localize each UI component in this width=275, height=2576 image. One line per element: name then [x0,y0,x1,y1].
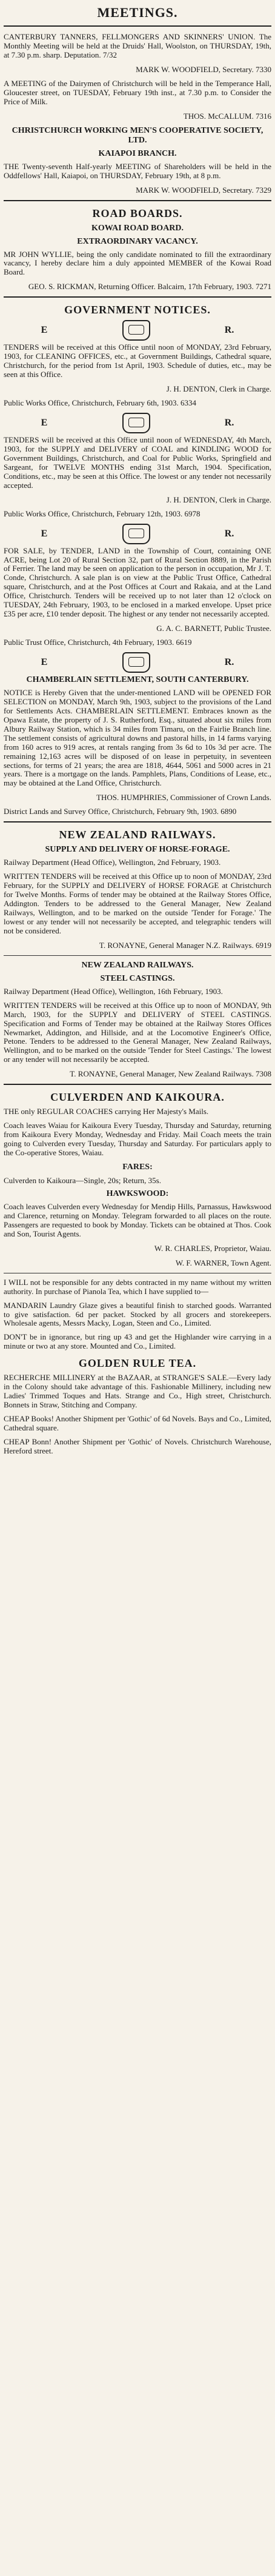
steel-office: Railway Department (Head Office), Wellington, 16th February, 1903. [4,986,223,996]
cooperative-title: CHRISTCHURCH WORKING MEN'S COOPERATIVE SOCIETY, LTD. [12,125,263,145]
tender-coal: TENDERS will be received at this Office until noon of WEDNESDAY, 4th March, 1903, for the SUPPLY and DELIVERY of COAL and KINDLING WOOD for Government Buildings, Christchurch, and Coal for Public Works, Springfield and Sargeant, for TWELVE MONTHS ending 31st March, 1904. Specification, Conditions, etc., may be seen at this Office. The lowest or any tender not necessarily accepted. [4,435,271,490]
tender-coal-signoff: J. H. DENTON, Clerk in Charge. [166,495,271,504]
er-header [4,524,271,544]
hawkswood-notice: Coach leaves Culverden every Wednesday for Mendip Hills, Parnassus, Hawkswood and Clarence, returning on Monday. Telegram forwarded to all places on the route. Passengers are requested to book by Monday. Tickets can be obtained at Thos. Cook and Son, Tourist Agents. [4,1201,271,1238]
railways-heading: NEW ZEALAND RAILWAYS. [59,829,216,841]
steel-heading: NEW ZEALAND RAILWAYS. [81,960,194,970]
extraordinary-title: EXTRAORDINARY VACANCY. [77,236,198,246]
kowai-signoff: GEO. S. RICKMAN, Returning Officer. Balcairn, 17th February, 1903. 7271 [28,282,271,292]
forage-signoff: T. RONAYNE, General Manager N.Z. Railways. 6919 [99,940,271,950]
ad-debts: I WILL not be responsible for any debts contracted in my name without my written authority. In purchase of Pianola Tea, which I have supplied to— [4,1277,271,1296]
divider [4,200,271,201]
sale-by-tender: FOR SALE, by TENDER, LAND in the Township of Court, containing ONE ACRE, being Lot 20 of Rural Section 32, part of Rural Section 8889, in the Parish of Ferrier. The land may be seen on application to the person in occupation, Mr J. T. Conde, Christchurch. A sale plan is on view at the Public Trust Office, Cathedral square, Christchurch, and at the Post Offices at Court and Rakaia, and at the Land Office, Christchurch. Tenders will be received up to not later than 12 o'clock on TUESDAY, 24th February, 1903, to be enclosed in a marked envelope. Upset price £35 per acre, £10 tender deposit. The highest or any tender not necessarily accepted. [4,546,271,619]
divider [4,955,271,956]
ad-laundry: MANDARIN Laundry Glaze gives a beautiful finish to starched goods. Warranted to give satisfaction. 6d per packet. Stocked by all grocers and storekeepers. Wholesale agents, Messrs Macky, Logan, Steen and Co., Limited. [4,1300,271,1328]
royal-crest-icon [122,524,150,544]
kowai-notice: MR JOHN WYLLIE, being the only candidate nominated to fill the extraordinary vacancy, I hereby declare him a duly appointed MEMBER of the Kowai Road Board. [4,249,271,277]
cooperative-branch: KAIAPOI BRANCH. [98,148,177,158]
coaches-intro: THE only REGULAR COACHES carrying Her Majesty's Mails. [4,1107,209,1116]
tender-cleaning: TENDERS will be received at this Office until noon of MONDAY, 23rd February, 1903, for CLEANING OFFICES, etc., at Government Buildings, Cathedral square, Christchurch, for the period from 1st April, 1903. Schedule of duties, etc., may be seen at this Office. [4,342,271,379]
steel-title: STEEL CASTINGS. [100,973,175,983]
divider [4,25,271,27]
kowai-title: KOWAI ROAD BOARD. [91,223,184,233]
warner-signoff: W. F. WARNER, Town Agent. [175,1258,271,1267]
coaches-title: CULVERDEN AND KAIKOURA. [50,1091,225,1104]
er-header [4,413,271,433]
fare-line: Culverden to Kaikoura—Single, 20s; Return, 35s. [4,1175,161,1185]
sale-signoff: G. A. C. BARNETT, Public Trustee. [156,624,271,633]
forage-notice: WRITTEN TENDERS will be received at this Office up to noon of MONDAY, 23rd February, for the SUPPLY and DELIVERY of HORSE FORAGE at Christchurch for Twelve Months. Forms of tender may be obtained at the Railway Stores Office, Addington. Tenders to be addressed to the General Manager, New Zealand Railways, Wellington, and to be marked on the outside 'Tender for Forage.' The lowest or any tender will not necessarily be accepted, and telegraphic tenders will not be considered. [4,872,271,935]
royal-crest-icon [122,413,150,433]
government-heading: GOVERNMENT NOTICES. [64,304,211,316]
cooperative-notice: THE Twenty-seventh Half-yearly MEETING of Shareholders will be held in the Oddfellows' Hall, Kaiapoi, on THURSDAY, February 19th, at 8 p.m. [4,161,271,180]
er-left: E [41,325,48,336]
fares-title: FARES: [122,1162,153,1172]
chamberlain-notice: NOTICE is Hereby Given that the under-mentioned LAND will be OPENED FOR SELECTION on MONDAY, March 9th, 1903, subject to the provisions of the Land for Settlements Acts. CHAMBERLAIN SETTLEMENT. Embraces known as the Opawa Estate, the property of J. S. Rutherford, Esq., situated about six miles from Albury Railway Station, which is 34 miles from Timaru, on the Fairlie Branch line. The settlement consists of agricultural downs and pastoral hills, in 14 farms varying from 160 acres to 919 acres, at rentals ranging from 3s 6d to 10s 3d per acre. The remaining 12,163 acres will be disposed of on lease in perpetuity, in seventeen sections, for terms of 21 years; the area are 1818, 4644, 5061 and 5000 acres in 21 years. There is a mortgage on the lands. Pamphlets, Plans, Conditions of Lease, etc., may be obtained at the Land Office, Christchurch. [4,688,271,788]
royal-crest-icon [122,320,150,341]
cooperative-signoff: MARK W. WOODFIELD, Secretary. 7329 [136,185,271,195]
tender-coal-place: Public Works Office, Christchurch, February 12th, 1903. 6978 [4,509,200,518]
forage-office: Railway Department (Head Office), Wellington, 2nd February, 1903. [4,858,221,867]
ad-dont: DON'T be in ignorance, but ring up 43 and get the Highlander wire carrying in a minute or two at any store. Mounted and Co., Limited. [4,1332,271,1351]
dairymen-signoff: THOS. McCALLUM. 7316 [183,111,271,121]
er-left: E [41,418,48,428]
er-right: R. [224,528,234,539]
er-left: E [41,528,48,539]
tender-cleaning-signoff: J. H. DENTON, Clerk in Charge. [166,384,271,394]
tender-cleaning-place: Public Works Office, Christchurch, February 6th, 1903. 6334 [4,398,197,408]
meetings-heading: MEETINGS. [97,5,178,20]
er-right: R. [224,657,234,667]
ad-cheap-books: CHEAP Books! Another Shipment per 'Gothic' of 6d Novels. Bays and Co., Limited, Cathedral square. [4,1414,271,1432]
chamberlain-place: District Lands and Survey Office, Christchurch, February 9th, 1903. 6890 [4,807,237,816]
chamberlain-title: CHAMBERLAIN SETTLEMENT, SOUTH CANTERBURY. [26,675,249,684]
steel-notice: WRITTEN TENDERS will be received at this Office up to noon of MONDAY, 9th March, 1903, for the SUPPLY and DELIVERY of STEEL CASTINGS. Specification and Forms of Tender may be obtained at the Railway Stores Offices Newmarket, Addington, and Hillside, and at the Locomotive Engineer's Office, Petone. Tenders to be addressed to the General Manager, New Zealand Railways, Wellington, and to be marked on the outside 'Tender for Steel Castings.' The lowest or any tender will not necessarily be accepted. [4,1000,271,1064]
ad-cheap-bonn: CHEAP Bonn! Another Shipment per 'Gothic' of Novels. Christchurch Warehouse, Hereford street. [4,1436,271,1455]
forage-title: SUPPLY AND DELIVERY OF HORSE-FORAGE. [45,845,230,855]
tanners-notice: CANTERBURY TANNERS, FELLMONGERS AND SKINNERS' UNION. The Monthly Meeting will be held at the Druids' Hall, Woolston, on THURSDAY, 19th, at 7.30 p.m. sharp. Deputation. 7/32 [4,32,271,59]
dairymen-notice: A MEETING of the Dairymen of Christchurch will be held in the Temperance Hall, Gloucester street, on TUESDAY, February 19th inst., at 7.30 p.m. to Consider the Price of Milk. [4,78,271,106]
royal-crest-icon [122,652,150,673]
er-right: R. [224,325,234,336]
er-left: E [41,657,48,667]
er-header [4,320,271,341]
ad-millinery: RECHERCHE MILLINERY at the BAZAAR, at STRANGE'S SALE.—Every lady in the Colony should take advantage of this. Fashionable Millinery, including new Ladies' Trimmed Toques and Hats. Strange and Co., High street, Christchurch. Bonnets in Straw, Stitching and Company. [4,1373,271,1410]
chamberlain-signoff: THOS. HUMPHRIES, Commissioner of Crown Lands. [96,793,271,802]
sale-place: Public Trust Office, Christchurch, 4th February, 1903. 6619 [4,638,192,647]
coaches-details: Coach leaves Waiau for Kaikoura Every Tuesday, Thursday and Saturday, returning from Kaikoura Every Monday, Wednesday and Friday. Mail Coach meets the train going to Culverden every Tuesday, Thursday and Saturday. For particulars apply to the Co-operative Stores, Waiau. [4,1121,271,1157]
tanners-signoff: MARK W. WOODFIELD, Secretary. 7330 [136,64,271,74]
steel-signoff: T. RONAYNE, General Manager, New Zealand Railways. 7308 [70,1069,271,1079]
road-boards-heading: ROAD BOARDS. [92,207,183,219]
er-right: R. [224,418,234,428]
hawkswood-signoff: W. R. CHARLES, Proprietor, Waiau. [154,1243,271,1253]
divider [4,1084,271,1085]
divider [4,821,271,823]
hawkswood-title: HAWKSWOOD: [106,1189,169,1198]
divider [4,296,271,298]
er-header [4,652,271,673]
tea-banner: GOLDEN RULE TEA. [78,1357,197,1370]
